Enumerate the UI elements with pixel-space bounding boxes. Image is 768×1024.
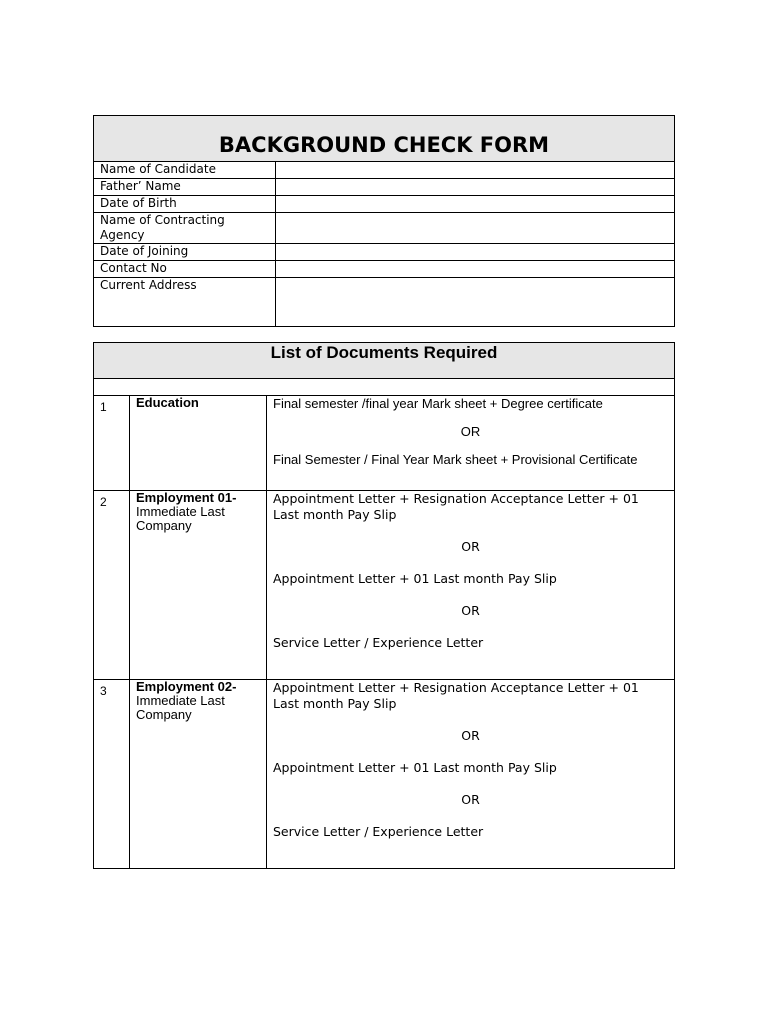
form-row bbox=[94, 244, 675, 261]
category-title: Employment 01- bbox=[136, 490, 237, 505]
form-row bbox=[94, 162, 675, 179]
form-row bbox=[94, 261, 675, 278]
field-label-father-name: Father’ Name bbox=[94, 179, 276, 196]
category-subtitle: Immediate Last Company bbox=[136, 693, 225, 722]
or-separator: OR bbox=[460, 424, 481, 439]
form-row bbox=[94, 179, 675, 196]
field-value-date-of-birth[interactable] bbox=[276, 196, 675, 213]
requirement-option: Service Letter / Experience Letter bbox=[273, 635, 484, 650]
or-separator: OR bbox=[461, 603, 480, 618]
row-category bbox=[130, 491, 267, 680]
or-separator: OR bbox=[461, 792, 480, 807]
category-subtitle: Immediate Last Company bbox=[136, 504, 225, 533]
field-label-contracting-agency: Name of Contracting Agency bbox=[94, 213, 276, 244]
background-check-form-table bbox=[93, 115, 675, 327]
row-requirements bbox=[267, 680, 675, 869]
field-label-date-of-birth: Date of Birth bbox=[94, 196, 276, 213]
requirement-option: Final Semester / Final Year Mark sheet + Provisional Certificate bbox=[273, 452, 638, 467]
requirement-option: Final semester /final year Mark sheet + Degree certificate bbox=[273, 396, 603, 411]
table-row bbox=[94, 491, 675, 680]
row-number: 1 bbox=[94, 396, 130, 491]
requirement-option: Appointment Letter + Resignation Acceptance Letter + 01 Last month Pay Slip bbox=[273, 491, 639, 522]
documents-required-table bbox=[93, 342, 675, 869]
or-separator: OR bbox=[461, 539, 480, 554]
or-separator: OR bbox=[461, 728, 480, 743]
requirement-option: Appointment Letter + 01 Last month Pay Slip bbox=[273, 760, 557, 775]
field-value-date-of-joining[interactable] bbox=[276, 244, 675, 261]
field-label-candidate-name: Name of Candidate bbox=[94, 162, 276, 179]
field-value-current-address[interactable] bbox=[276, 278, 675, 327]
row-category bbox=[130, 396, 267, 491]
form-title-row bbox=[94, 116, 675, 162]
row-number: 2 bbox=[94, 491, 130, 680]
row-requirements bbox=[267, 396, 675, 491]
table-row bbox=[94, 396, 675, 491]
form-row bbox=[94, 213, 675, 244]
row-category bbox=[130, 680, 267, 869]
category-title: Education bbox=[136, 395, 199, 410]
documents-spacer-row bbox=[94, 379, 675, 396]
table-row bbox=[94, 680, 675, 869]
requirement-option: Appointment Letter + Resignation Acceptance Letter + 01 Last month Pay Slip bbox=[273, 680, 639, 711]
field-label-contact-no: Contact No bbox=[94, 261, 276, 278]
requirement-option: Service Letter / Experience Letter bbox=[273, 824, 484, 839]
form-row bbox=[94, 278, 675, 327]
documents-title: List of Documents Required bbox=[94, 343, 675, 379]
field-label-date-of-joining: Date of Joining bbox=[94, 244, 276, 261]
field-value-candidate-name[interactable] bbox=[276, 162, 675, 179]
category-title: Employment 02- bbox=[136, 679, 237, 694]
form-title: BACKGROUND CHECK FORM bbox=[94, 116, 675, 162]
field-value-contact-no[interactable] bbox=[276, 261, 675, 278]
field-value-contracting-agency[interactable] bbox=[276, 213, 675, 244]
form-row bbox=[94, 196, 675, 213]
documents-title-row bbox=[94, 343, 675, 379]
field-value-father-name[interactable] bbox=[276, 179, 675, 196]
field-label-current-address: Current Address bbox=[94, 278, 276, 327]
row-number: 3 bbox=[94, 680, 130, 869]
row-requirements bbox=[267, 491, 675, 680]
requirement-option: Appointment Letter + 01 Last month Pay Slip bbox=[273, 571, 557, 586]
